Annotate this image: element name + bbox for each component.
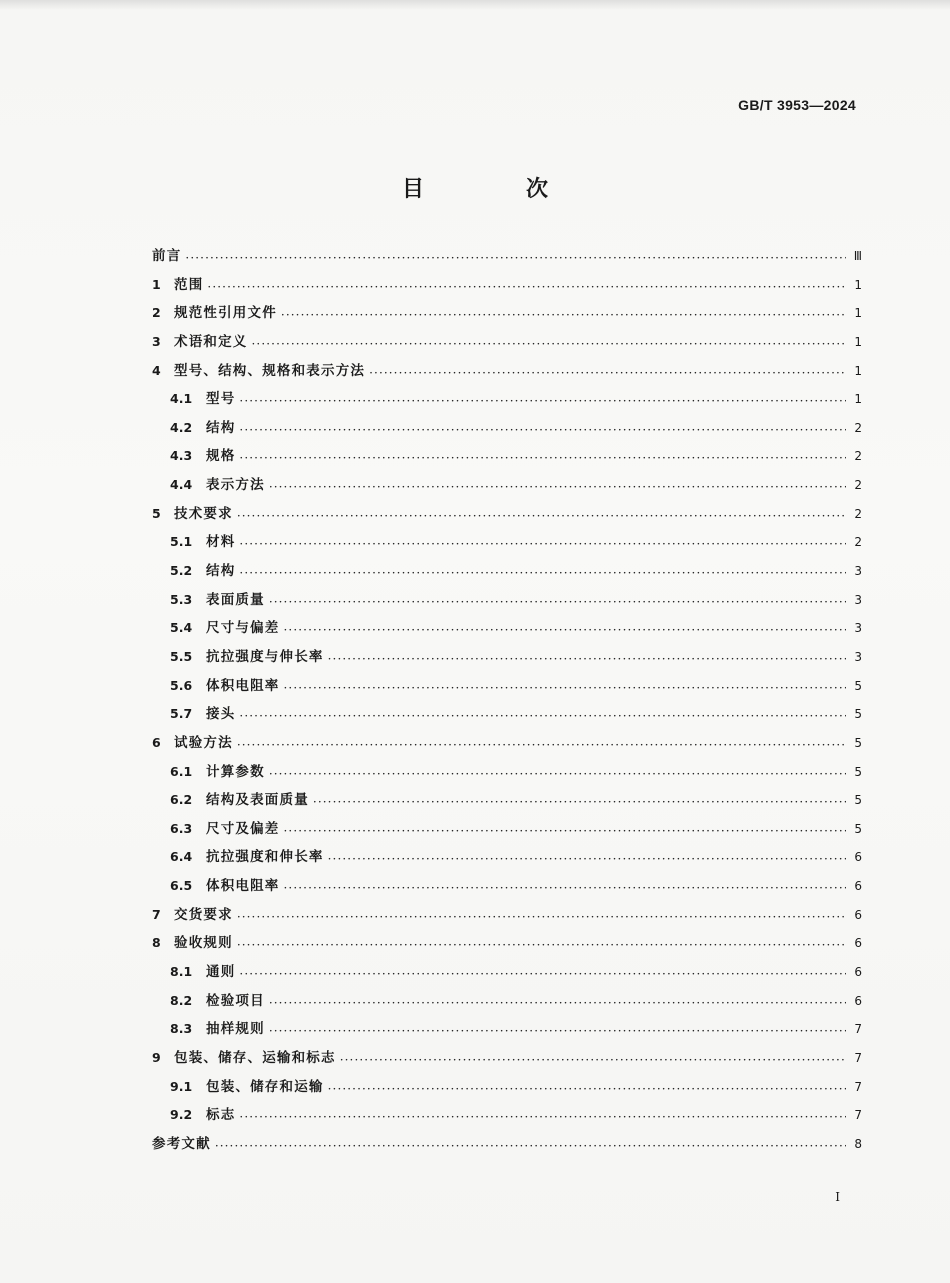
toc-entry-label: 尺寸及偏差	[206, 820, 280, 837]
toc-entry[interactable]	[152, 444, 862, 473]
standard-code: GB/T 3953—2024	[738, 97, 856, 113]
toc-entry-page: Ⅲ	[853, 249, 862, 263]
toc-entry-page: 7	[854, 1022, 862, 1037]
toc-dot-leader	[239, 422, 846, 436]
toc-entry[interactable]	[152, 588, 862, 617]
toc-entry-page: 5	[854, 678, 862, 693]
toc-entry[interactable]	[152, 559, 862, 588]
toc-entry-page: 1	[854, 334, 862, 349]
toc-entry-page: 5	[854, 793, 862, 808]
toc-dot-leader	[239, 536, 846, 550]
toc-entry-label: 表示方法	[206, 477, 265, 494]
toc-entry-number: 4.1	[170, 391, 193, 407]
toc-entry-label: 材料	[206, 534, 236, 551]
toc-entry-number: 2	[152, 305, 161, 321]
toc-dot-leader	[237, 909, 846, 923]
toc-dot-leader	[239, 1109, 846, 1123]
toc-entry[interactable]	[152, 960, 862, 989]
toc-entry-number: 9.1	[170, 1078, 193, 1094]
toc-entry-label: 范围	[174, 276, 204, 293]
toc-entry-number: 6.3	[170, 820, 193, 836]
toc-entry-page: 2	[854, 449, 862, 464]
toc-dot-leader	[269, 766, 846, 780]
toc-entry-label: 尺寸与偏差	[206, 620, 280, 637]
toc-dot-leader	[239, 966, 846, 980]
toc-dot-leader	[239, 450, 846, 464]
toc-dot-leader	[237, 937, 846, 951]
toc-entry-number: 9	[152, 1049, 161, 1065]
toc-entry-number: 6.1	[170, 763, 193, 779]
toc-entry[interactable]	[152, 244, 862, 273]
toc-entry-number: 5	[152, 505, 161, 521]
toc-dot-leader	[185, 250, 846, 264]
toc-entry-label: 试验方法	[174, 734, 233, 751]
toc-dot-leader	[239, 393, 846, 407]
toc-entry-page: 6	[854, 850, 862, 865]
toc-entry-number: 5.3	[170, 591, 193, 607]
toc-dot-leader	[340, 1052, 846, 1066]
scan-edge-shadow	[0, 0, 950, 10]
toc-entry[interactable]	[152, 359, 862, 388]
toc-entry-page: 6	[854, 965, 862, 980]
toc-entry-page: 3	[854, 649, 862, 664]
page-folio: I	[835, 1190, 840, 1204]
toc-entry[interactable]	[152, 473, 862, 502]
toc-entry-number: 6.2	[170, 792, 193, 808]
toc-entry[interactable]	[152, 989, 862, 1018]
toc-entry-label: 参考文献	[152, 1135, 211, 1152]
toc-entry-label: 验收规则	[174, 935, 233, 952]
toc-dot-leader	[239, 565, 846, 579]
toc-entry-number: 5.4	[170, 620, 193, 636]
toc-entry-number: 5.2	[170, 563, 193, 579]
toc-entry[interactable]	[152, 1017, 862, 1046]
toc-entry-label: 规格	[206, 448, 236, 465]
toc-entry-page: 2	[854, 535, 862, 550]
toc-entry-number: 9.2	[170, 1107, 193, 1123]
toc-entry[interactable]	[152, 1075, 862, 1104]
toc-entry-page: 7	[854, 1050, 862, 1065]
toc-entry-number: 1	[152, 276, 161, 292]
toc-entry[interactable]	[152, 502, 862, 531]
toc-entry-number: 3	[152, 333, 161, 349]
toc-entry-label: 表面质量	[206, 591, 265, 608]
toc-entry-page: 7	[854, 1108, 862, 1123]
toc-entry-label: 前言	[152, 248, 182, 264]
toc-entry-label: 技术要求	[174, 505, 233, 522]
toc-dot-leader	[328, 1081, 846, 1095]
toc-entry-number: 8.2	[170, 992, 193, 1008]
toc-dot-leader	[269, 479, 846, 493]
toc-dot-leader	[215, 1138, 846, 1152]
toc-entry-label: 抽样规则	[206, 1021, 265, 1038]
toc-entry[interactable]	[152, 903, 862, 932]
toc-dot-leader	[281, 307, 846, 321]
toc-entry[interactable]	[152, 330, 862, 359]
toc-entry-page: 2	[854, 420, 862, 435]
toc-entry[interactable]	[152, 273, 862, 302]
toc-dot-leader	[369, 365, 846, 379]
toc-entry-page: 5	[854, 707, 862, 722]
toc-entry[interactable]	[152, 845, 862, 874]
toc-entry-label: 术语和定义	[174, 333, 248, 350]
toc-entry-label: 标志	[206, 1107, 236, 1124]
toc-entry-label: 体积电阻率	[206, 878, 280, 895]
toc-entry[interactable]	[152, 817, 862, 846]
toc-dot-leader	[269, 995, 846, 1009]
toc-entry[interactable]	[152, 616, 862, 645]
toc-entry-label: 通则	[206, 964, 236, 981]
toc-entry-page: 5	[854, 735, 862, 750]
toc-entry[interactable]	[152, 702, 862, 731]
toc-entry-number: 4.2	[170, 419, 193, 435]
toc-entry-number: 7	[152, 906, 161, 922]
toc-entry-label: 体积电阻率	[206, 677, 280, 694]
toc-dot-leader	[207, 279, 846, 293]
toc-entry[interactable]	[152, 387, 862, 416]
toc-entry-label: 包装、储存、运输和标志	[174, 1049, 336, 1066]
toc-entry-label: 结构	[206, 419, 236, 436]
toc-entry-page: 3	[854, 592, 862, 607]
toc-entry-page: 1	[854, 277, 862, 292]
toc-dot-leader	[269, 1023, 846, 1037]
toc-entry-number: 8.1	[170, 964, 193, 980]
toc-entry-page: 6	[854, 936, 862, 951]
toc-entry[interactable]	[152, 530, 862, 559]
toc-entry-page: 2	[854, 506, 862, 521]
toc-entry-page: 5	[854, 764, 862, 779]
toc-entry-page: 1	[854, 306, 862, 321]
toc-dot-leader	[239, 708, 846, 722]
toc-dot-leader	[328, 651, 846, 665]
toc-dot-leader	[269, 594, 846, 608]
toc-dot-leader	[237, 508, 846, 522]
toc-entry[interactable]	[152, 1046, 862, 1075]
table-of-contents	[152, 244, 862, 1161]
toc-entry-number: 4.4	[170, 477, 193, 493]
toc-dot-leader	[328, 851, 846, 865]
toc-entry-label: 接头	[206, 706, 236, 723]
toc-entry-page: 1	[854, 363, 862, 378]
toc-entry-label: 结构	[206, 563, 236, 580]
toc-dot-leader	[313, 794, 846, 808]
toc-entry-label: 规范性引用文件	[174, 305, 277, 322]
toc-entry[interactable]	[152, 874, 862, 903]
toc-entry-number: 4	[152, 362, 161, 378]
toc-entry[interactable]	[152, 301, 862, 330]
toc-entry-label: 计算参数	[206, 763, 265, 780]
toc-entry-number: 4.3	[170, 448, 193, 464]
toc-entry-page: 6	[854, 907, 862, 922]
toc-entry-number: 8.3	[170, 1021, 193, 1037]
toc-dot-leader	[284, 823, 847, 837]
toc-entry-page: 7	[854, 1079, 862, 1094]
toc-entry-page: 1	[854, 392, 862, 407]
toc-entry[interactable]	[152, 416, 862, 445]
toc-entry-number: 6	[152, 734, 161, 750]
toc-entry-page: 3	[854, 621, 862, 636]
toc-dot-leader	[284, 680, 847, 694]
toc-entry-label: 检验项目	[206, 992, 265, 1009]
toc-entry[interactable]	[152, 674, 862, 703]
toc-entry-number: 6.5	[170, 878, 193, 894]
toc-entry-page: 3	[854, 564, 862, 579]
toc-entry-number: 5.7	[170, 706, 193, 722]
toc-entry[interactable]	[152, 731, 862, 760]
toc-entry-number: 5.1	[170, 534, 193, 550]
toc-entry-page: 2	[854, 478, 862, 493]
toc-dot-leader	[237, 737, 846, 751]
toc-entry[interactable]	[152, 1103, 862, 1132]
toc-entry-label: 交货要求	[174, 906, 233, 923]
toc-entry-label: 包装、储存和运输	[206, 1078, 324, 1095]
toc-entry[interactable]	[152, 645, 862, 674]
toc-entry-label: 抗拉强度和伸长率	[206, 849, 324, 866]
toc-entry[interactable]	[152, 931, 862, 960]
toc-dot-leader	[252, 336, 847, 350]
toc-dot-leader	[284, 880, 847, 894]
toc-entry-number: 6.4	[170, 849, 193, 865]
toc-entry-label: 型号、结构、规格和表示方法	[174, 362, 366, 379]
toc-entry-page: 6	[854, 993, 862, 1008]
toc-entry-label: 结构及表面质量	[206, 792, 309, 809]
toc-entry-number: 8	[152, 935, 161, 951]
toc-dot-leader	[284, 622, 847, 636]
toc-entry[interactable]	[152, 1132, 862, 1161]
toc-entry-label: 型号	[206, 391, 236, 408]
toc-entry-page: 8	[854, 1136, 862, 1151]
toc-entry-label: 抗拉强度与伸长率	[206, 648, 324, 665]
toc-entry[interactable]	[152, 760, 862, 789]
toc-entry-number: 5.5	[170, 648, 193, 664]
toc-entry-number: 5.6	[170, 677, 193, 693]
toc-entry-page: 6	[854, 879, 862, 894]
toc-title: 目 次	[401, 176, 588, 202]
toc-entry-page: 5	[854, 821, 862, 836]
toc-entry[interactable]	[152, 788, 862, 817]
